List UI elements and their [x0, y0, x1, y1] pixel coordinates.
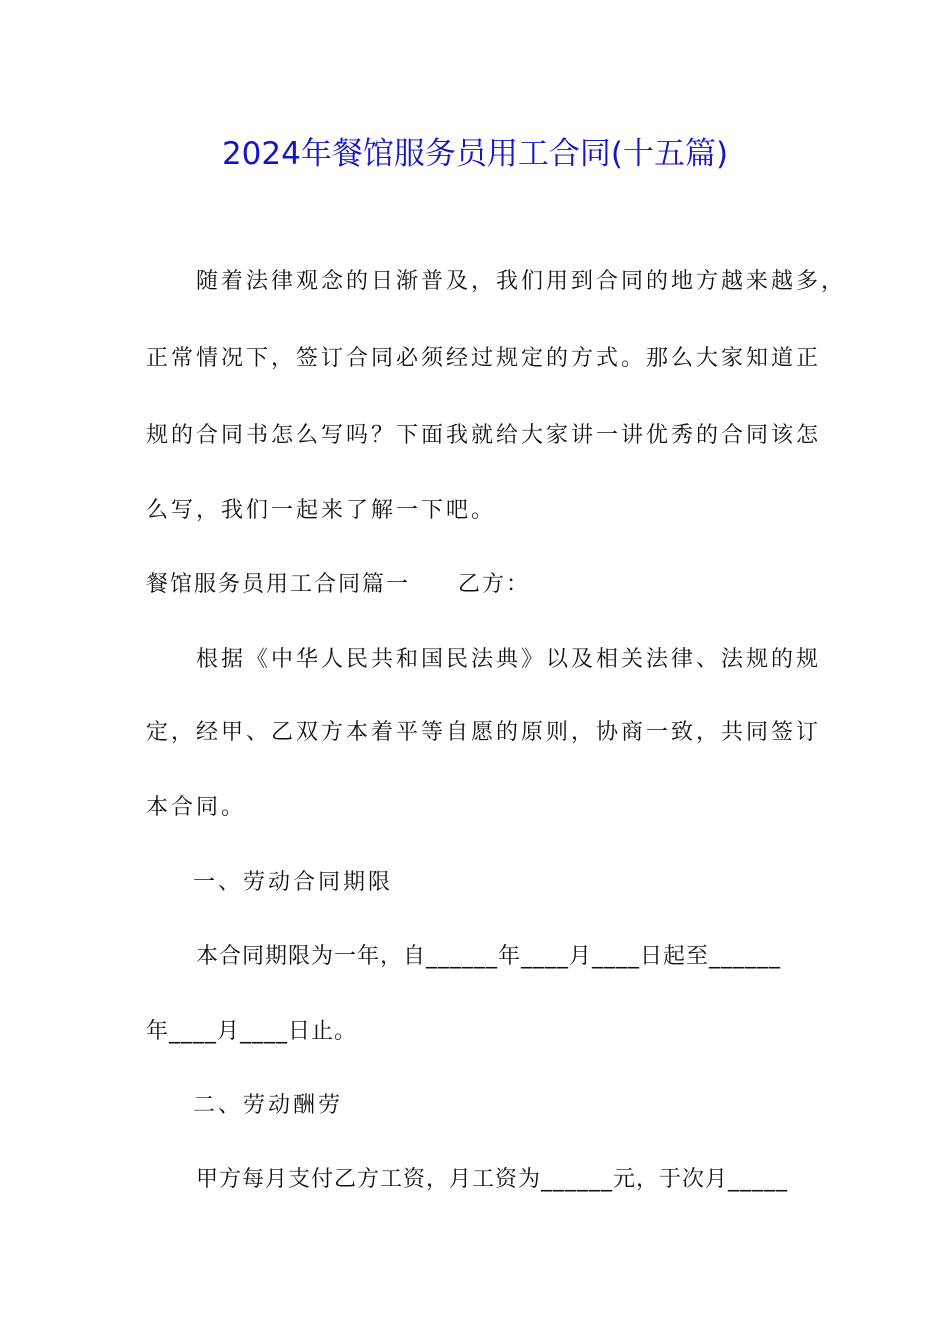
paragraph-line: 本合同期限为一年，自______年____月____日起至______ [196, 944, 782, 969]
clause-heading: 一、劳动合同期限 [193, 870, 394, 895]
paragraph-line: 本合同。 [146, 795, 247, 820]
paragraph-line: 根据《中华人民共和国民法典》以及相关法律、法规的规 [196, 647, 822, 672]
clause-heading: 二、劳动酬劳 [193, 1093, 344, 1118]
paragraph-line: 年____月____日止。 [146, 1019, 358, 1044]
paragraph-line: 么写，我们一起来了解一下吧。 [146, 498, 497, 523]
paragraph-line: 随着法律观念的日渐普及，我们用到合同的地方越来越多， [196, 269, 847, 294]
paragraph-line: 定，经甲、乙双方本着平等自愿的原则，协商一致，共同签订 [146, 720, 822, 745]
section-heading: 餐馆服务员用工合同篇一 乙方： [146, 572, 531, 597]
paragraph-line: 规的合同书怎么写吗？下面我就给大家讲一讲优秀的合同该怎 [146, 423, 822, 448]
paragraph-line: 甲方每月支付乙方工资，月工资为______元，于次月_____ [196, 1167, 789, 1192]
paragraph-line: 正常情况下，签订合同必须经过规定的方式。那么大家知道正 [146, 346, 822, 371]
document-title: 2024年餐馆服务员用工合同(十五篇) [221, 136, 729, 172]
